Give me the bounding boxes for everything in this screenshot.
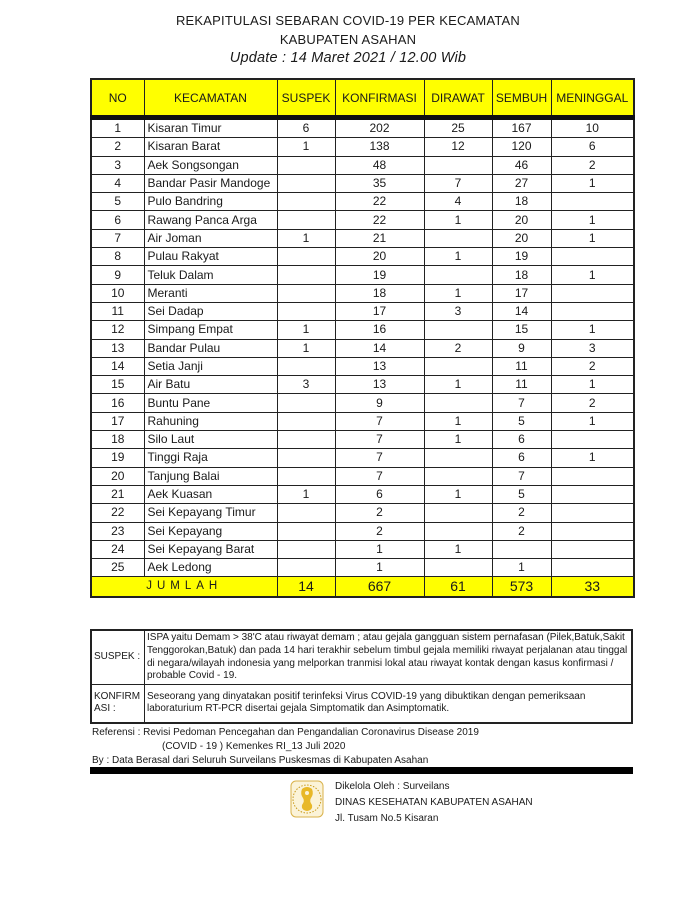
- cell-no: 21: [91, 485, 144, 503]
- cell-sembuh: 167: [492, 118, 551, 138]
- managed-by: Dikelola Oleh : Surveilans: [335, 781, 450, 792]
- cell-kecamatan: Sei Kepayang: [144, 522, 277, 540]
- cell-kecamatan: Rahuning: [144, 412, 277, 430]
- cell-suspek: [277, 174, 335, 192]
- cell-kecamatan: Tanjung Balai: [144, 467, 277, 485]
- cell-meninggal: [551, 522, 634, 540]
- cell-konfirmasi: 7: [335, 431, 424, 449]
- cell-dirawat: [424, 522, 492, 540]
- cell-sembuh: 2: [492, 522, 551, 540]
- cell-kecamatan: Rawang Panca Arga: [144, 211, 277, 229]
- cell-dirawat: [424, 229, 492, 247]
- cell-suspek: [277, 156, 335, 174]
- cell-konfirmasi: 2: [335, 522, 424, 540]
- total-konfirmasi: 667: [335, 577, 424, 598]
- cell-konfirmasi: 20: [335, 248, 424, 266]
- cell-no: 16: [91, 394, 144, 412]
- organization-name: DINAS KESEHATAN KABUPATEN ASAHAN: [335, 797, 533, 808]
- definition-suspek-label: SUSPEK :: [91, 630, 145, 685]
- table-header-row: [91, 79, 634, 118]
- cell-no: 22: [91, 504, 144, 522]
- table-row: [91, 321, 634, 339]
- cell-dirawat: 3: [424, 302, 492, 320]
- update-timestamp: Update : 14 Maret 2021 / 12.00 Wib: [229, 50, 467, 66]
- cell-kecamatan: Kisaran Barat: [144, 138, 277, 156]
- cell-no: 13: [91, 339, 144, 357]
- cell-dirawat: 2: [424, 339, 492, 357]
- cell-no: 3: [91, 156, 144, 174]
- cell-konfirmasi: 7: [335, 467, 424, 485]
- cell-suspek: 6: [277, 118, 335, 138]
- cell-meninggal: [551, 485, 634, 503]
- cell-kecamatan: Sei Dadap: [144, 302, 277, 320]
- cell-kecamatan: Kisaran Timur: [144, 118, 277, 138]
- cell-dirawat: [424, 504, 492, 522]
- cell-suspek: 1: [277, 485, 335, 503]
- cell-sembuh: 18: [492, 193, 551, 211]
- reference-line-2: (COVID - 19 ) Kemenkes RI_13 Juli 2020: [162, 741, 346, 752]
- table-row: [91, 248, 634, 266]
- cell-sembuh: 7: [492, 467, 551, 485]
- reference-line-1: Referensi : Revisi Pedoman Pencegahan dan Pengandalian Coronavirus Disease 2019: [92, 727, 479, 738]
- cell-kecamatan: Aek Ledong: [144, 559, 277, 577]
- cell-konfirmasi: 7: [335, 449, 424, 467]
- cell-meninggal: 1: [551, 449, 634, 467]
- cell-no: 23: [91, 522, 144, 540]
- cell-kecamatan: Aek Kuasan: [144, 485, 277, 503]
- cell-dirawat: 1: [424, 376, 492, 394]
- definition-suspek-text: ISPA yaitu Demam > 38'C atau riwayat demam ; atau gejala gangguan sistem pernafasan (Pilek,Batuk,Sakit Tenggorokan,Batuk) dan pada 14 hari terakhir sebelum timbul gejala memiliki riwayat perjalanan atau tinggal di negara/wilayah indonesia yang melporkan tranmisi lokal atau riwayat kontak dengan kasus konfirmasi / probable Covid - 19.: [145, 630, 633, 685]
- data-source-note: By : Data Berasal dari Seluruh Surveilans Puskesmas di Kabupaten Asahan: [92, 755, 429, 766]
- cell-konfirmasi: 21: [335, 229, 424, 247]
- cell-sembuh: 15: [492, 321, 551, 339]
- table-row: [91, 193, 634, 211]
- total-dirawat: 61: [424, 577, 492, 598]
- cell-sembuh: 20: [492, 211, 551, 229]
- cell-meninggal: 1: [551, 174, 634, 192]
- cell-no: 1: [91, 118, 144, 138]
- table-row: [91, 485, 634, 503]
- cell-konfirmasi: 22: [335, 211, 424, 229]
- cell-sembuh: 18: [492, 266, 551, 284]
- cell-konfirmasi: 1: [335, 540, 424, 558]
- cell-kecamatan: Sei Kepayang Timur: [144, 504, 277, 522]
- cell-meninggal: [551, 248, 634, 266]
- cell-kecamatan: Setia Janji: [144, 357, 277, 375]
- cell-suspek: [277, 467, 335, 485]
- cell-suspek: [277, 431, 335, 449]
- cell-suspek: 1: [277, 339, 335, 357]
- cell-konfirmasi: 6: [335, 485, 424, 503]
- table-row: [91, 156, 634, 174]
- cell-meninggal: 10: [551, 118, 634, 138]
- cell-kecamatan: Air Batu: [144, 376, 277, 394]
- cell-meninggal: 3: [551, 339, 634, 357]
- cell-kecamatan: Pulo Bandring: [144, 193, 277, 211]
- cell-meninggal: [551, 431, 634, 449]
- table-body: [91, 118, 634, 577]
- cell-suspek: 1: [277, 229, 335, 247]
- cell-dirawat: 1: [424, 248, 492, 266]
- cell-sembuh: 7: [492, 394, 551, 412]
- table-row: [91, 339, 634, 357]
- cell-sembuh: 11: [492, 376, 551, 394]
- cell-suspek: 1: [277, 138, 335, 156]
- cell-sembuh: 46: [492, 156, 551, 174]
- cell-dirawat: [424, 321, 492, 339]
- cell-konfirmasi: 9: [335, 394, 424, 412]
- cell-sembuh: 5: [492, 485, 551, 503]
- cell-konfirmasi: 14: [335, 339, 424, 357]
- cell-kecamatan: Buntu Pane: [144, 394, 277, 412]
- cell-sembuh: 17: [492, 284, 551, 302]
- cell-meninggal: 1: [551, 321, 634, 339]
- table-row: [91, 467, 634, 485]
- cell-meninggal: [551, 504, 634, 522]
- cell-sembuh: 19: [492, 248, 551, 266]
- cell-sembuh: 2: [492, 504, 551, 522]
- table-row: [91, 376, 634, 394]
- cell-suspek: [277, 559, 335, 577]
- cell-konfirmasi: 1: [335, 559, 424, 577]
- cell-suspek: [277, 394, 335, 412]
- cell-konfirmasi: 35: [335, 174, 424, 192]
- cell-sembuh: [492, 540, 551, 558]
- cell-sembuh: 20: [492, 229, 551, 247]
- col-header-no: NO: [91, 79, 144, 118]
- cell-dirawat: 12: [424, 138, 492, 156]
- col-header-meninggal: MENINGGAL: [551, 79, 634, 118]
- cell-suspek: [277, 412, 335, 430]
- cell-suspek: 1: [277, 321, 335, 339]
- cell-suspek: [277, 193, 335, 211]
- col-header-sembuh: SEMBUH: [492, 79, 551, 118]
- cell-meninggal: 1: [551, 412, 634, 430]
- cell-no: 4: [91, 174, 144, 192]
- table-row: [91, 504, 634, 522]
- table-row: [91, 540, 634, 558]
- cell-dirawat: 1: [424, 485, 492, 503]
- table-row: [91, 412, 634, 430]
- cell-konfirmasi: 18: [335, 284, 424, 302]
- cell-dirawat: [424, 266, 492, 284]
- cell-no: 11: [91, 302, 144, 320]
- cell-dirawat: 25: [424, 118, 492, 138]
- report-subtitle: KABUPATEN ASAHAN: [279, 32, 417, 47]
- cell-no: 5: [91, 193, 144, 211]
- cell-no: 2: [91, 138, 144, 156]
- cell-meninggal: 1: [551, 211, 634, 229]
- cell-suspek: 3: [277, 376, 335, 394]
- cell-suspek: [277, 266, 335, 284]
- cell-meninggal: 2: [551, 156, 634, 174]
- cell-dirawat: 7: [424, 174, 492, 192]
- definition-konfirmasi-text: Seseorang yang dinyatakan positif terinfeksi Virus COVID-19 yang dibuktikan dengan pemeriksaan laboraturium RT-PCR disertai gejala Simptomatik dan Asimptomatik.: [145, 685, 633, 723]
- col-header-kecamatan: KECAMATAN: [144, 79, 277, 118]
- definition-konfirmasi-label: KONFIRMASI :: [91, 685, 145, 723]
- col-header-suspek: SUSPEK: [277, 79, 335, 118]
- cell-suspek: [277, 522, 335, 540]
- cell-konfirmasi: 138: [335, 138, 424, 156]
- cell-meninggal: [551, 284, 634, 302]
- cell-kecamatan: Air Joman: [144, 229, 277, 247]
- cell-sembuh: 1: [492, 559, 551, 577]
- total-suspek: 14: [277, 577, 335, 598]
- cell-dirawat: 1: [424, 284, 492, 302]
- cell-sembuh: 14: [492, 302, 551, 320]
- cell-dirawat: [424, 467, 492, 485]
- cell-konfirmasi: 13: [335, 376, 424, 394]
- cell-konfirmasi: 13: [335, 357, 424, 375]
- cell-suspek: [277, 540, 335, 558]
- table-row: [91, 357, 634, 375]
- table-row: [91, 266, 634, 284]
- covid-recap-table: [90, 78, 635, 598]
- cell-kecamatan: Teluk Dalam: [144, 266, 277, 284]
- cell-meninggal: [551, 540, 634, 558]
- table-row: [91, 431, 634, 449]
- cell-sembuh: 6: [492, 449, 551, 467]
- cell-kecamatan: Bandar Pulau: [144, 339, 277, 357]
- total-label: [91, 577, 277, 598]
- definitions-table: [90, 629, 633, 724]
- table-row: [91, 284, 634, 302]
- definition-konfirmasi-row: [91, 685, 632, 723]
- cell-kecamatan: Pulau Rakyat: [144, 248, 277, 266]
- cell-no: 8: [91, 248, 144, 266]
- col-header-dirawat: DIRAWAT: [424, 79, 492, 118]
- cell-meninggal: 2: [551, 394, 634, 412]
- cell-suspek: [277, 504, 335, 522]
- cell-sembuh: 5: [492, 412, 551, 430]
- cell-konfirmasi: 19: [335, 266, 424, 284]
- table-row: [91, 138, 634, 156]
- cell-no: 10: [91, 284, 144, 302]
- table-row: [91, 449, 634, 467]
- cell-meninggal: [551, 302, 634, 320]
- cell-konfirmasi: 17: [335, 302, 424, 320]
- cell-no: 18: [91, 431, 144, 449]
- total-row: [91, 577, 634, 598]
- total-meninggal: 33: [551, 577, 634, 598]
- table-row: [91, 302, 634, 320]
- definition-suspek-row: [91, 630, 632, 685]
- cell-kecamatan: Sei Kepayang Barat: [144, 540, 277, 558]
- cell-no: 7: [91, 229, 144, 247]
- table-row: [91, 174, 634, 192]
- cell-kecamatan: Simpang Empat: [144, 321, 277, 339]
- cell-meninggal: 1: [551, 229, 634, 247]
- total-label-text: JUMLAH: [146, 580, 223, 593]
- cell-no: 24: [91, 540, 144, 558]
- cell-dirawat: [424, 156, 492, 174]
- organization-address: Jl. Tusam No.5 Kisaran: [335, 813, 439, 824]
- cell-meninggal: [551, 559, 634, 577]
- cell-dirawat: [424, 559, 492, 577]
- cell-dirawat: 1: [424, 540, 492, 558]
- surveilans-logo-icon: [290, 780, 324, 818]
- cell-kecamatan: Tinggi Raja: [144, 449, 277, 467]
- table-row: [91, 118, 634, 138]
- cell-dirawat: [424, 357, 492, 375]
- cell-no: 12: [91, 321, 144, 339]
- cell-konfirmasi: 22: [335, 193, 424, 211]
- table-row: [91, 211, 634, 229]
- table-row: [91, 229, 634, 247]
- cell-meninggal: [551, 193, 634, 211]
- cell-suspek: [277, 284, 335, 302]
- cell-sembuh: 11: [492, 357, 551, 375]
- cell-meninggal: 1: [551, 376, 634, 394]
- table-row: [91, 394, 634, 412]
- table-row: [91, 559, 634, 577]
- cell-sembuh: 27: [492, 174, 551, 192]
- cell-kecamatan: Silo Laut: [144, 431, 277, 449]
- cell-dirawat: 4: [424, 193, 492, 211]
- cell-dirawat: [424, 394, 492, 412]
- cell-sembuh: 9: [492, 339, 551, 357]
- cell-sembuh: 6: [492, 431, 551, 449]
- cell-no: 14: [91, 357, 144, 375]
- cell-meninggal: 1: [551, 266, 634, 284]
- cell-sembuh: 120: [492, 138, 551, 156]
- cell-suspek: [277, 248, 335, 266]
- cell-meninggal: [551, 467, 634, 485]
- cell-konfirmasi: 2: [335, 504, 424, 522]
- cell-no: 19: [91, 449, 144, 467]
- cell-suspek: [277, 302, 335, 320]
- cell-suspek: [277, 449, 335, 467]
- cell-dirawat: 1: [424, 431, 492, 449]
- cell-konfirmasi: 16: [335, 321, 424, 339]
- cell-meninggal: 2: [551, 357, 634, 375]
- cell-kecamatan: Meranti: [144, 284, 277, 302]
- col-header-konfirmasi: KONFIRMASI: [335, 79, 424, 118]
- cell-no: 25: [91, 559, 144, 577]
- cell-konfirmasi: 7: [335, 412, 424, 430]
- cell-suspek: [277, 357, 335, 375]
- cell-no: 20: [91, 467, 144, 485]
- cell-no: 15: [91, 376, 144, 394]
- cell-no: 6: [91, 211, 144, 229]
- footer-divider-bar: [90, 767, 633, 774]
- total-sembuh: 573: [492, 577, 551, 598]
- cell-konfirmasi: 48: [335, 156, 424, 174]
- table-row: [91, 522, 634, 540]
- cell-suspek: [277, 211, 335, 229]
- cell-no: 9: [91, 266, 144, 284]
- report-title: REKAPITULASI SEBARAN COVID-19 PER KECAMATAN: [175, 13, 521, 28]
- cell-dirawat: 1: [424, 211, 492, 229]
- cell-konfirmasi: 202: [335, 118, 424, 138]
- cell-no: 17: [91, 412, 144, 430]
- cell-dirawat: [424, 449, 492, 467]
- cell-dirawat: 1: [424, 412, 492, 430]
- cell-meninggal: 6: [551, 138, 634, 156]
- cell-kecamatan: Aek Songsongan: [144, 156, 277, 174]
- cell-kecamatan: Bandar Pasir Mandoge: [144, 174, 277, 192]
